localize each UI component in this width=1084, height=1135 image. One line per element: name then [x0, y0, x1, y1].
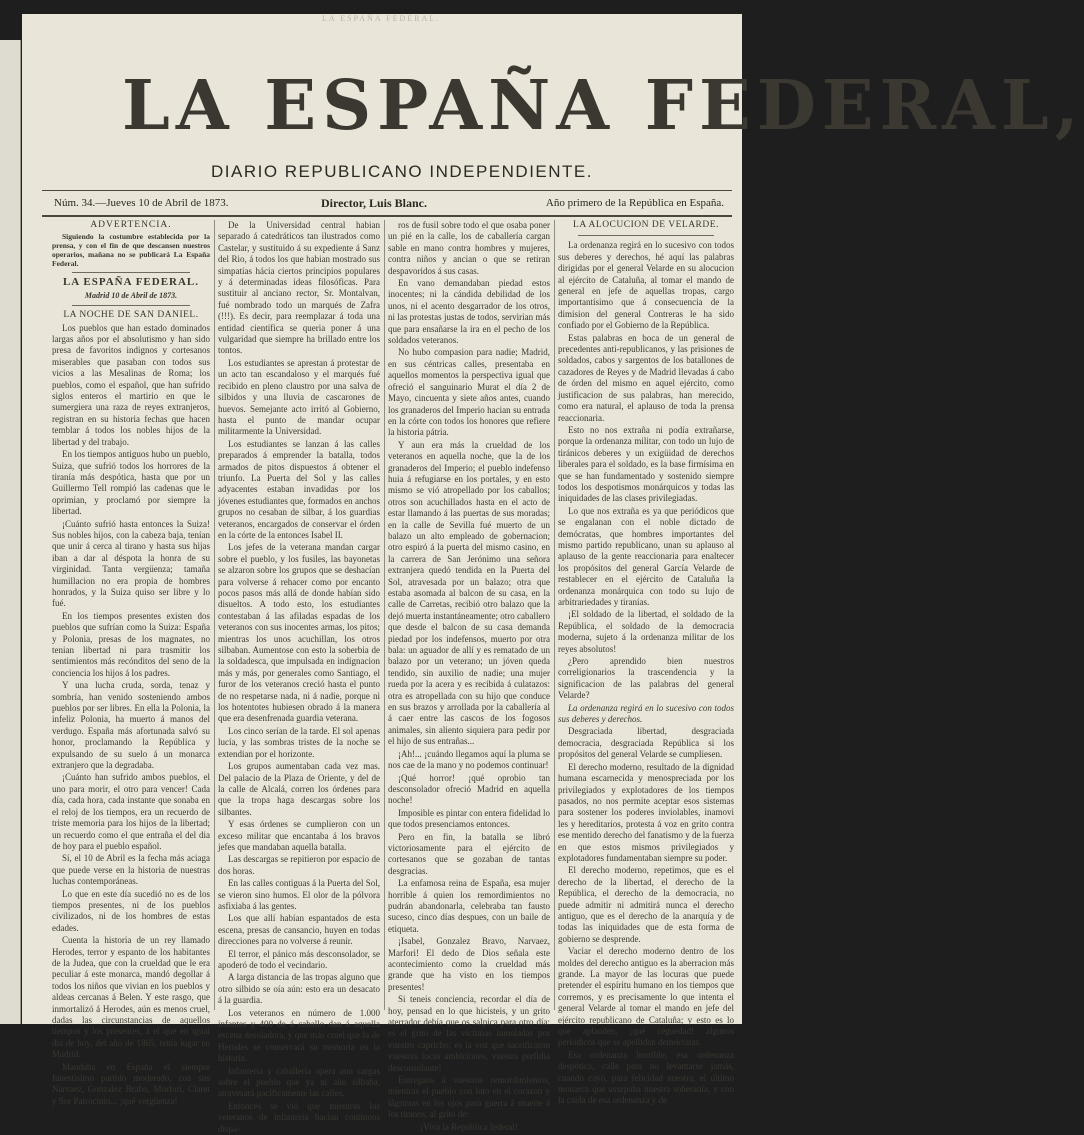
issue-number-date: Núm. 34.—Jueves 10 de Abril de 1873.	[54, 197, 229, 209]
rule	[72, 272, 190, 273]
adjacent-page-edge	[0, 40, 21, 1024]
paragraph: En vano demandaban piedad estos inocentes; ni la cándida debilidad de los unos, ni el acento desgarrador de los otros, ni las protestas justas de todos, servirian más que para ensañarse la ira en el pecho de los soldados veteranos.	[388, 278, 550, 346]
column-divider	[384, 220, 385, 1010]
paragraph: Entonces se vió que mientras los veteranos de infantería hacían continuos dispa-	[218, 1100, 380, 1134]
madrid-date: Madrid 10 de Abril de 1873.	[84, 290, 178, 300]
section-paper-name: LA ESPAÑA FEDERAL.	[62, 276, 200, 289]
paragraph: ¡Qué horror! ¡qué oprobio tan desconsolador ofreció Madrid en aquella noche!	[388, 772, 550, 806]
paragraph: Entregaos á vuestros remordimientos, mientras el pueblo con luto en el corazon y lágrimas en los ojos para guerra á muerte á los tiranos, al grito de:	[388, 1075, 550, 1120]
paragraph: Infantería y caballería opera aun cargas sobre el pueblo que ya ni aún silbaba, atravesará pacíficamente las calles.	[218, 1065, 380, 1099]
paragraph: Los cinco serían de la tarde. El sol apenas lucía, y las sombras tristes de la noche se extendian por el horizonte.	[218, 725, 380, 759]
closing-cry: ¡Viva la República federal!	[420, 1121, 518, 1132]
paragraph: Cuenta la historia de un rey llamado Herodes, terror y espanto de los habitantes de la Judea, que con la crueldad que le era peculiar á este monarca, mandó degollar á todos los niños que vivian en los pueblos y aldeas cercanas á Belen. Y este rasgo, que inmortalizó á Herodes, aún es menos cruel, dadas las circunstancias de aquellos tiempos y los presentes, á el que en igual día de hoy, del año de 1865, tenía lugar en Madrid.	[52, 935, 210, 1060]
republic-year: Año primero de la República en España.	[545, 197, 724, 209]
paragraph: ¡El soldado de la libertad, el soldado de la República, el soldado de la democracia moderna, sujeto á la ordenanza militar de los reyes absolutos!	[558, 609, 734, 654]
column-divider	[554, 220, 555, 1010]
column-divider	[214, 220, 215, 1010]
paragraph: El derecho moderno, resultado de la dignidad humana escarnecida y menospreciada por los privilegiados y explotadores de los tiempos pasados, no nos permite aceptar esos sistemas para sostener los poderes inviolables, inamovi les y hereditarios, protesta á voz en grito contra ese mentido derecho del fanatismo y de la fuerza en que estos mismos privilegiados y explotadores fundamentaban siempre su poder.	[558, 761, 734, 863]
paragraph: En las calles contiguas á la Puerta del Sol, se vieron sino humos. El olor de la pólvora asfixiaba á las gentes.	[218, 878, 380, 911]
column-3	[388, 220, 550, 1132]
rule	[578, 235, 714, 236]
top-edge-running-title: LA ESPAÑA FEDERAL.	[322, 14, 441, 23]
paragraph: Desgraciada libertad, desgraciada democracia, desgraciada República si los propósitos del general Velarde se cumpliesen.	[558, 726, 734, 760]
paragraph: ¡Cuánto sufrió hasta entonces la Suiza! Sus nobles hijos, con la cabeza baja, tenían que unir á cerca al tirano y hasta sus hijas iban a dar al déspota la honra de su virginidad. Tanta vergüenza; tamaña humillacion no era propia de hombres honrados, y la Suiza quiso ser libre y lo fué.	[52, 518, 210, 609]
column-4	[558, 220, 734, 1106]
paragraph: Los veteranos en número de 1.000 infantes y 400 de á caballo dan á aquella escena desoladora, y que más cruel que la de Herodes se conservará su memoria en la historia.	[218, 1007, 380, 1064]
paragraph: Y esas órdenes se cumplieron con un exceso militar que encantaba á los bravos jefes que mandaban aquella batalla.	[218, 819, 380, 852]
paragraph: Pero en fin, la batalla se libró victoriosamente para el ejército de cortesanos que se gozaban de tantas desgracias.	[388, 831, 550, 876]
paragraph: ros de fusil sobre todo el que osaba poner un pié en la calle, los de caballería cargan sable en mano contra hombres y mujeres, contra niños y ancian o que se retiran despavoridos á sus casas.	[388, 220, 550, 276]
paragraph: A larga distancia de las tropas alguno que otro silbido se oía aún: esto era un desacato á la guardia.	[218, 972, 380, 1006]
paragraph: Lo que nos extraña es ya que periódicos que se engalanan con el noble dictado de demócratas, que hombres importantes del mismo partido republicano, unan su aplauso al aplauso de la gente reaccionaria para enaltecer los propósitos del general García Velarde de restablecer en el ejército de Cataluña la ordenanza monárquica con todo su lujo de arbitrariedades y tiranías.	[558, 505, 734, 607]
paragraph: La ordenanza regirá en lo sucesivo con todos sus deberes y derechos, hé aquí las palabras dirigidas por el general Velarde en su alocucion al ejército de Cataluña, al tomar el mando de general en jefe de aquellas tropas, cargo importantísimo que á consecuencia de la dimision del general Contreras le ha sido confiado por el Gobierno de la República.	[558, 240, 734, 331]
paragraph: Imposible es pintar con entera fidelidad lo que todos presenciamos entonces.	[388, 807, 550, 830]
advertencia-notice: Siguiendo la costumbre establecida por la prensa, y con el fin de que descansen nuestros operarios, mañana no se publicará La España Federal.	[52, 232, 210, 269]
paragraph: No hubo compasion para nadie; Madrid, en sus céntricas calles, presentaba en aquellos momentos la perspectiva igual que ofreció el sanguinario Murat el día 2 de Mayo, cincuenta y siete años antes, cuando los granaderos del Imperio hacian su entrada en la córte con todos los honores que refiere la historia pátria.	[388, 347, 550, 438]
paragraph: En los tiempos antiguos hubo un pueblo, Suiza, que sufrió todos los horrores de la tiranía más despótica, hasta que por un Guillermo Tell rompió las cadenas que le oprimian, y proclamó por siempre la libertad.	[52, 449, 210, 517]
newspaper-page	[22, 14, 1084, 1134]
paragraph: Los jefes de la veterana mandan cargar sobre el pueblo, y los fusiles, las bayonetas se alzaron sobre los grupos que se deshacían para volverse á rehacer como por encanto pocos pasos más allá de donde habían sido disueltos. A todo esto, los estudiantes contestaban á las afiladas espadas de los veteranos con sus inocentes armas, los pitos; mientras los unos acuchillan, los otros silbaban. Aumentose con esto la soberbia de la soldadesca, que impulsada en indignacion más y más, por generales como Santiago, el furor de los veteranos creció hasta el punto de no respetarse nada, ni á nadie, porque ni los hotentotes hubiesen obrado á la manera que era desenfrenada guardia veterana.	[218, 542, 380, 724]
article-title-velarde: LA ALOCUCION DE VELARDE.	[573, 220, 719, 230]
paragraph: Si teneis conciencia, recordar el día de hoy, pensad en lo que hicisteis, y un grito aterrador debía que os salpica para otro día: es el grito de las víctimas inmoladas por vuestro capricho; es la voz que sacrificaron vuestras locas ambiciones, vuestra perfidia desconsolante!	[388, 994, 550, 1073]
paragraph: Vaciar el derecho moderno dentro de los moldes del derecho antiguo es la aberracion más grande. La mayor de las locuras que puede pretender el espíritu humano en los tiempos que corremos, y es precisamente lo que intenta el general Velarde al tomar el mando en jefe del ejército republicano de Cataluña; y esto es lo que aplauden, ¡qué ceguedad! algunos periódicos que se apellidan demócratas.	[558, 946, 734, 1048]
paragraph: El terror, el pánico más desconsolador, se apoderó de todo el vecindario.	[218, 948, 380, 970]
paragraph: Los que allí habían espantados de esta escena, presas de cansancio, huyen en todas direcciones para no volverse á reunir.	[218, 913, 380, 947]
paragraph: Los estudiantes se aprestan á protestar de un acto tan escandaloso y el marqués fué recibido en pleno claustro por una salva de silbidos y una lluvia de cascarones de huevos. Semejante acto irritó al Gobierno, hasta el punto de mandar ocupar militarmente la Universidad.	[218, 357, 380, 437]
paragraph: Los pueblos que han estado dominados largas años por el absolutismo y han sido presa de favoritos indignos y cortesanos miserables que pasaban con todos sus vicios a las Mesalinas de Roma; los pueblos, como el español, que han sufrido siglos enteros el martirio en que le sumergiera una raza de reyes extranjeros, registran en su historia fechas que hacen temblar á todos los nobles hijos de la libertad y del trabajo.	[52, 322, 210, 447]
paragraph: ¿Pero aprendido bien nuestros correligionarios la trascendencia y la significacion de las palabras del general Velarde?	[558, 656, 734, 701]
masthead-title: LA ESPAÑA FEDERAL,	[122, 66, 1084, 146]
director-name: Director, Luis Blanc.	[320, 195, 427, 210]
paragraph: La ordenanza regirá en lo sucesivo con todos sus deberes y derechos.	[558, 702, 734, 725]
paragraph: En los tiempos presentes existen dos pueblos que sufrían como la Suiza: España y Polonia, presas de los magnates, no tenian libertad ni para trasmitir los sentimientos más recónditos del seno de la conciencia los hijos á los padres.	[52, 610, 210, 678]
paragraph: Esto no nos extraña ni podía extrañarse, porque la ordenanza militar, con todo un lujo de tiránicos deberes y un exigüidad de derechos liberales para el soldado, es la base firmísima en que se han fundamentado y sostenido siempre todos los despotismos monárquicos y todas las iniquidades de las clases privilegiadas.	[558, 424, 734, 504]
dateline-bar	[42, 190, 732, 217]
paragraph: Esa ordenanza horrible, esa ordenanza despótica, calle para no levantarse jamás, cuando cayó, para felicidad nuestra, el último monarca que usurpaba nuestra soberanía, y con la caída de esa ordenanza y de	[558, 1049, 734, 1106]
paragraph: Estas palabras en boca de un general de precedentes anti-republicanos, y las prisiones de soldados, cabos y sargentos de los batallones de cazadores de Reyes y de Madrid llevadas á cabo de órden del mismo en aquel ejército, como justificacion de sus palabras, han merecido, como era natural, el aplauso de toda la prensa reaccionaria.	[558, 332, 734, 423]
paragraph: Los grupos aumentaban cada vez mas. Del palacio de la Plaza de Oriente, y del de la calle de Alcalá, corren los órdenes para que la tropa haga descargas sobre los silbantes.	[218, 761, 380, 817]
paragraph: Lo que en este día sucedió no es de los tiempos presentes, ni de los pueblos civilizados, ni de los hombres de estas edades.	[52, 888, 210, 933]
rule	[72, 305, 190, 306]
paragraph: La enfamosa reina de España, esa mujer horrible á quien los remordimientos no pudrán abandonarla, celebraba tan fausto suceso, cinco días despues, con un baile de etiqueta.	[388, 878, 550, 934]
paragraph: Y una lucha cruda, sorda, tenaz y sombría, han venido sosteniendo ambos pueblos por ser libres. En ella la Polonia, la infeliz Polonia, ha muerto á manos del verdugo. España más afortunada salvó su honor, proclamando la República y expulsando de su suelo á un monarca extranjero que la degradaba.	[52, 680, 210, 771]
column-1	[52, 220, 210, 1106]
paragraph: Los estudiantes se lanzan á las calles preparados á emprender la batalla, todos armados de pitos dispuestos á obtener el triunfo. La Puerta del Sol y las calles adyacentes estaban invadidas por los jóvenes estudiantes que, formados en anchos grupos no cesaban de silbar, á los guardias veteranos, encargados de conservar el órden en la córte de la entonces Isabel II.	[218, 438, 380, 540]
paragraph: Mandaba en España el siempre funestísimo partido moderado, con sus Narvaez, Gonzalez Brabo, Morfori, Claret y Sor Patrocinio... ¡qué vergüenza!	[52, 1061, 210, 1106]
advertencia-heading: ADVERTENCIA.	[90, 220, 172, 230]
paragraph: ¡Cuánto han sufrido ambos pueblos, el uno para morir, el otro para vencer! Cada día, cada hora, cada instante que sonaba en el reloj de los tiempos, era un recuerdo de triste memoria para los hijos de la libertad; un recuerdo como el que entraña el del dia de hoy para el pueblo español.	[52, 772, 210, 851]
paragraph: ¡Isabel, Gonzalez Bravo, Narvaez, Marfori! El dedo de Dios señala este acontecimiento como la crueldad más grande que ha visto en los tiempos presentes!	[388, 936, 550, 992]
paragraph: El derecho moderno, repetimos, que es el derecho de la libertad, el derecho de la República, el derecho de la democracia, no puede admitir ni admitirá nunca el derecho antiguo, que es el derecho de la anarquía y de todas las iniquidades que de esta forma de gobierno se desprende.	[558, 865, 734, 944]
paragraph: Las descargas se repitieron por espacio de dos horas.	[218, 854, 380, 876]
paragraph: Sí, el 10 de Abril es la fecha más aciaga que puede verse en la historia de nuestras luchas contemporáneas.	[52, 853, 210, 887]
paragraph: De la Universidad central habian separado á catedráticos tan ilustrados como Castelar, y sustituido á su expediente á Sanz del Rio, á todos los que habian mostrado sus simpatías hácia ciertos principios populares y á determinadas ideas filosóficas. Para sustituir al anciano rector, Sr. Montalvan, fué nombrado todo un marqués de Zafra (!!!). Es decir, para reemplazar á toda una entidad científica se queria poner á una vulgaridad que siempre ha brillado entre los tontos.	[218, 220, 380, 356]
column-2	[218, 220, 380, 1134]
paragraph: ¡Ah!... ¡cuándo llegamos aquí la pluma se nos cae de la mano y no podemos continuar!	[388, 748, 550, 771]
paragraph: Y aun era más la crueldad de los veteranos en aquella noche, que la de los granaderos del Imperio; el pueblo indefenso huia á refugiarse en los portales, y en esto mismo se vió atropellado por los caballos; otros son acuchillados hasta en el acto de estar llamando á las puertas de sus moradas; en la calle de Sevilla fué muerto de un balazo un alto empleado de gobernacion; otro espiró á la puerta del mismo casino, en la carrera de San Jerónimo una señora extranjera quedó tendida en la Puerta del Sol, atravesada por un balazo; otra que estaba asomada al balcon de su casa, en la calle de Carretas, recibió otro balazo que la dejó muerta instantáneamente; otro caballero que desde el balcon de su casa demanda piedad por los indefensos, muerto por otra bala: un aguador de allí y es rematado de un balazo por un veterano; un jóven queda tendido, sin auxilio de nadie; una mujer rueda por la acera y es recibida á culatazos: otra es atropellada con su hijo que conduce en sus brazos y arrollada por la caballería al á caer entre las cascos de los fogosos animales, sin aliento siquiera para pedir por el hijo de sus entrañas...	[388, 439, 550, 747]
masthead-subtitle: DIARIO REPUBLICANO INDEPENDIENTE.	[210, 162, 593, 181]
article-title-san-daniel: LA NOCHE DE SAN DANIEL.	[63, 310, 199, 321]
